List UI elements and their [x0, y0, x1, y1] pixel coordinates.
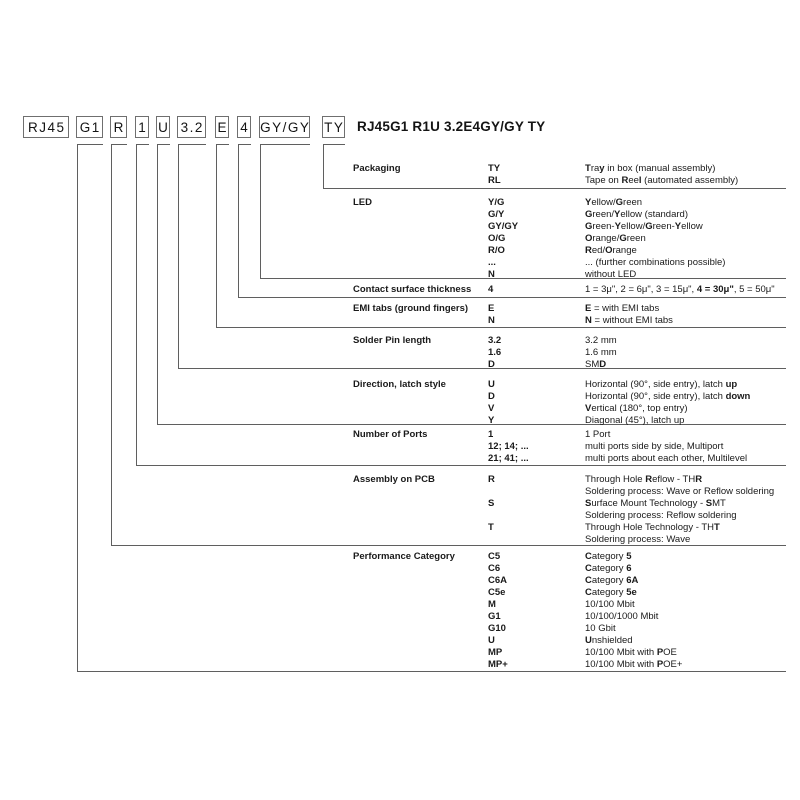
performance-category-row-0-code: C5 — [488, 551, 501, 562]
desc-segment: ellow — [681, 221, 703, 232]
desc-segment: Horizontal (90°, side entry), latch — [585, 379, 726, 390]
direction-latch-style-row-1-code: D — [488, 391, 495, 402]
desc-segment: ategory — [591, 575, 627, 586]
section-label-contact-surface-thickness: Contact surface thickness — [353, 284, 472, 295]
desc-segment: 10/100 Mbit — [585, 599, 635, 610]
emi-tabs-row-1-desc — [585, 315, 673, 327]
bracket-contact-surface-thickness — [238, 144, 251, 145]
number-of-ports-row-1-code: 12; 14; ... — [488, 441, 529, 452]
desc-segment: 6A — [626, 575, 639, 586]
desc-segment: P — [656, 647, 664, 658]
desc-segment: ed/ — [591, 245, 606, 256]
desc-segment: 10/100 Mbit with — [585, 647, 657, 658]
code-box-1 — [135, 116, 149, 138]
desc-segment: y — [599, 163, 605, 174]
desc-segment: 1 Port — [585, 429, 611, 440]
code-box-4 — [237, 116, 251, 138]
led-row-2-desc — [585, 221, 703, 233]
emi-tabs-row-0-desc — [585, 303, 659, 315]
solder-pin-length-row-2-desc — [585, 359, 606, 371]
desc-segment: 10/100 Mbit with — [585, 659, 657, 670]
performance-category-row-4-code: M — [488, 599, 496, 610]
code-box-label: E — [217, 119, 229, 135]
desc-segment: G — [585, 221, 593, 232]
desc-segment: urface Mount Technology - — [591, 498, 706, 509]
desc-segment: ee — [628, 175, 639, 186]
section-label-number-of-ports: Number of Ports — [353, 429, 428, 440]
performance-category-row-6-code: G10 — [488, 623, 506, 634]
desc-segment: C — [585, 551, 592, 562]
desc-segment: = with EMI tabs — [591, 303, 660, 314]
direction-latch-style-row-0-code: U — [488, 379, 495, 390]
led-row-1-code: G/Y — [488, 209, 505, 220]
desc-segment: eflow - TH — [652, 474, 696, 485]
connector-performance-category — [77, 144, 78, 672]
assembly-on-pcb-row-1-code: S — [488, 498, 495, 509]
section-label-led: LED — [353, 197, 372, 208]
desc-segment: R — [695, 474, 703, 485]
emi-tabs-row-0-code: E — [488, 303, 495, 314]
code-box-label: 4 — [240, 119, 250, 135]
assembly-on-pcb-row-0-code: R — [488, 474, 495, 485]
desc-segment: reen — [626, 233, 646, 244]
performance-category-row-7-code: U — [488, 635, 495, 646]
performance-category-row-2-desc — [585, 575, 638, 587]
solder-pin-length-row-2-code: D — [488, 359, 495, 370]
desc-segment: O — [605, 245, 613, 256]
separator-number-of-ports — [136, 465, 786, 466]
desc-segment: U — [585, 635, 592, 646]
code-box-label: RJ45 — [27, 119, 66, 135]
desc-segment: P — [656, 659, 664, 670]
desc-segment: N — [585, 315, 592, 326]
desc-segment: , 5 = 50μ" — [733, 284, 775, 295]
connector-contact-surface-thickness — [238, 144, 239, 298]
desc-segment: C — [585, 563, 592, 574]
performance-category-row-3-code: C5e — [488, 587, 506, 598]
desc-segment: multi ports about each other, Multilevel — [585, 453, 748, 464]
bracket-solder-pin-length — [178, 144, 206, 145]
section-label-assembly-on-pcb: Assembly on PCB — [353, 474, 435, 485]
desc-segment: Y — [585, 197, 592, 208]
code-box-3.2 — [177, 116, 206, 138]
performance-category-row-1-code: C6 — [488, 563, 501, 574]
contact-surface-thickness-row-0-desc — [585, 284, 775, 296]
desc-segment: multi ports side by side, Multiport — [585, 441, 724, 452]
section-label-solder-pin-length: Solder Pin length — [353, 335, 432, 346]
desc-segment: 1.6 mm — [585, 347, 617, 358]
desc-segment: 10/100/1000 Mbit — [585, 611, 659, 622]
desc-segment: G — [585, 209, 593, 220]
bracket-led — [260, 144, 310, 145]
bracket-number-of-ports — [136, 144, 149, 145]
section-label-performance-category: Performance Category — [353, 551, 455, 562]
code-box-label: G1 — [79, 119, 101, 135]
separator-direction-latch-style — [157, 424, 786, 425]
packaging-row-0-code: TY — [488, 163, 501, 174]
desc-segment: E — [585, 303, 592, 314]
desc-segment: 6 — [626, 563, 632, 574]
packaging-row-1-code: RL — [488, 175, 501, 186]
performance-category-row-3-desc — [585, 587, 637, 599]
direction-latch-style-row-3-code: Y — [488, 415, 495, 426]
performance-category-row-9-code: MP+ — [488, 659, 508, 670]
assembly-on-pcb-row-0-subdesc: Soldering process: Wave or Reflow soldering — [585, 486, 775, 497]
desc-segment: (automated assembly) — [641, 175, 739, 186]
section-label-direction-latch-style: Direction, latch style — [353, 379, 446, 390]
contact-surface-thickness-row-0-code: 4 — [488, 284, 494, 295]
desc-segment: l — [638, 175, 642, 186]
desc-segment: T — [585, 163, 591, 174]
code-box-label: U — [158, 119, 170, 135]
led-row-5-desc — [585, 257, 725, 269]
connector-emi-tabs — [216, 144, 217, 328]
desc-segment: 10 Gbit — [585, 623, 616, 634]
code-box-G1 — [76, 116, 103, 138]
number-of-ports-row-0-desc — [585, 429, 610, 441]
desc-segment: G — [645, 221, 653, 232]
performance-category-row-0-desc — [585, 551, 632, 563]
desc-segment: ertical (180°, top entry) — [591, 403, 688, 414]
led-row-3-desc — [585, 233, 646, 245]
desc-segment: Through Hole — [585, 474, 646, 485]
separator-emi-tabs — [216, 327, 786, 328]
solder-pin-length-row-0-desc — [585, 335, 617, 347]
connector-direction-latch-style — [157, 144, 158, 425]
desc-segment: ategory — [591, 563, 627, 574]
desc-segment: ... (further combinations possible) — [585, 257, 726, 268]
separator-packaging — [323, 188, 786, 189]
code-box-R — [110, 116, 127, 138]
code-box-RJ45 — [23, 116, 69, 138]
desc-segment: C — [585, 575, 592, 586]
direction-latch-style-row-2-code: V — [488, 403, 495, 414]
desc-segment: Tape on — [585, 175, 622, 186]
emi-tabs-row-1-code: N — [488, 315, 495, 326]
desc-segment: S — [585, 498, 592, 509]
bracket-assembly-on-pcb — [111, 144, 127, 145]
desc-segment: 4 = 30μ" — [696, 284, 734, 295]
desc-segment: Diagonal (45°), latch up — [585, 415, 685, 426]
led-row-0-code: Y/G — [488, 197, 505, 208]
desc-segment: R — [645, 474, 653, 485]
number-of-ports-row-2-desc — [585, 453, 747, 465]
performance-category-row-8-desc — [585, 647, 677, 659]
connector-packaging — [323, 144, 324, 189]
desc-segment: ellow (standard) — [620, 209, 688, 220]
desc-segment: ra — [590, 163, 600, 174]
connector-number-of-ports — [136, 144, 137, 466]
solder-pin-length-row-1-desc — [585, 347, 617, 359]
code-box-label: R — [113, 119, 125, 135]
desc-segment: R — [585, 245, 592, 256]
separator-led — [260, 278, 786, 279]
desc-segment: T — [714, 522, 720, 533]
desc-segment: D — [599, 359, 607, 370]
code-box-label: TY — [324, 119, 345, 135]
desc-segment: Y — [614, 221, 621, 232]
packaging-row-1-desc — [585, 175, 738, 187]
desc-segment: ategory — [591, 587, 627, 598]
desc-segment: G — [615, 197, 624, 208]
performance-category-row-1-desc — [585, 563, 632, 575]
bracket-performance-category — [77, 144, 103, 145]
connector-solder-pin-length — [178, 144, 179, 369]
led-row-0-desc — [585, 197, 642, 209]
packaging-row-0-desc — [585, 163, 715, 175]
connector-led — [260, 144, 261, 279]
desc-segment: reen- — [592, 221, 615, 232]
desc-segment: SM — [585, 359, 600, 370]
desc-segment: range/ — [592, 233, 620, 244]
desc-segment: Through Hole Technology - TH — [585, 522, 715, 533]
code-box-U — [156, 116, 170, 138]
number-of-ports-row-0-code: 1 — [488, 429, 494, 440]
desc-segment: reen- — [652, 221, 675, 232]
desc-segment: S — [705, 498, 713, 509]
desc-segment: C — [585, 587, 592, 598]
desc-segment: ellow/ — [591, 197, 616, 208]
solder-pin-length-row-1-code: 1.6 — [488, 347, 502, 358]
desc-segment: V — [585, 403, 592, 414]
desc-segment: 5 — [626, 551, 632, 562]
desc-segment: up — [725, 379, 738, 390]
number-of-ports-row-2-code: 21; 41; ... — [488, 453, 529, 464]
code-box-GY/GY — [259, 116, 310, 138]
performance-category-row-7-desc — [585, 635, 633, 647]
assembly-on-pcb-row-1-subdesc: Soldering process: Reflow soldering — [585, 510, 737, 521]
performance-category-row-2-code: C6A — [488, 575, 508, 586]
desc-segment: 3.2 mm — [585, 335, 617, 346]
performance-category-row-9-desc — [585, 659, 682, 671]
desc-segment: reen — [623, 197, 643, 208]
desc-segment: Horizontal (90°, side entry), latch — [585, 391, 726, 402]
desc-segment: Y — [614, 209, 621, 220]
code-box-E — [215, 116, 229, 138]
desc-segment: ategory — [591, 551, 627, 562]
led-row-2-code: GY/GY — [488, 221, 519, 232]
code-box-TY — [322, 116, 345, 138]
led-row-4-code: R/O — [488, 245, 505, 256]
code-box-label: GY/GY — [260, 119, 311, 135]
assembly-on-pcb-row-2-subdesc: Soldering process: Wave — [585, 534, 691, 545]
separator-solder-pin-length — [178, 368, 786, 369]
desc-segment: R — [621, 175, 629, 186]
code-box-label: 1 — [138, 119, 148, 135]
section-label-emi-tabs: EMI tabs (ground fingers) — [353, 303, 469, 314]
led-row-4-desc — [585, 245, 637, 257]
desc-segment: down — [725, 391, 751, 402]
assembly-on-pcb-row-0-desc — [585, 474, 702, 486]
performance-category-row-8-code: MP — [488, 647, 503, 658]
led-row-1-desc — [585, 209, 688, 221]
desc-segment: ellow/ — [620, 221, 646, 232]
assembly-on-pcb-row-1-desc — [585, 498, 726, 510]
led-row-3-code: O/G — [488, 233, 506, 244]
direction-latch-style-row-3-desc — [585, 415, 684, 427]
desc-segment: without LED — [585, 269, 637, 280]
assembly-on-pcb-row-2-code: T — [488, 522, 494, 533]
desc-segment: O — [585, 233, 593, 244]
performance-category-row-4-desc — [585, 599, 635, 611]
led-row-5-code: ... — [488, 257, 496, 268]
desc-segment: OE+ — [663, 659, 683, 670]
performance-category-row-5-code: G1 — [488, 611, 501, 622]
desc-segment: OE — [663, 647, 677, 658]
direction-latch-style-row-0-desc — [585, 379, 737, 391]
desc-segment: Y — [674, 221, 682, 232]
bracket-direction-latch-style — [157, 144, 170, 145]
connector-assembly-on-pcb — [111, 144, 112, 546]
direction-latch-style-row-2-desc — [585, 403, 688, 415]
separator-performance-category — [77, 671, 786, 672]
desc-segment: = without EMI tabs — [591, 315, 673, 326]
desc-segment: reen/ — [592, 209, 615, 220]
code-box-label: 3.2 — [180, 119, 204, 135]
performance-category-row-6-desc — [585, 623, 616, 635]
number-of-ports-row-1-desc — [585, 441, 723, 453]
desc-segment: in box (manual assembly) — [604, 163, 716, 174]
led-row-6-desc — [585, 269, 636, 281]
desc-segment: nshielded — [591, 635, 633, 646]
led-row-6-code: N — [488, 269, 495, 280]
desc-segment: 1 = 3μ", 2 = 6μ", 3 = 15μ", — [585, 284, 697, 295]
section-label-packaging: Packaging — [353, 163, 401, 174]
solder-pin-length-row-0-code: 3.2 — [488, 335, 502, 346]
desc-segment: MT — [712, 498, 726, 509]
desc-segment: range — [612, 245, 637, 256]
direction-latch-style-row-1-desc — [585, 391, 750, 403]
bracket-emi-tabs — [216, 144, 229, 145]
full-part-number: RJ45G1 R1U 3.2E4GY/GY TY — [357, 119, 546, 134]
assembly-on-pcb-row-2-desc — [585, 522, 720, 534]
separator-contact-surface-thickness — [238, 297, 786, 298]
desc-segment: G — [619, 233, 627, 244]
desc-segment: 5e — [626, 587, 637, 598]
bracket-packaging — [323, 144, 345, 145]
performance-category-row-5-desc — [585, 611, 658, 623]
